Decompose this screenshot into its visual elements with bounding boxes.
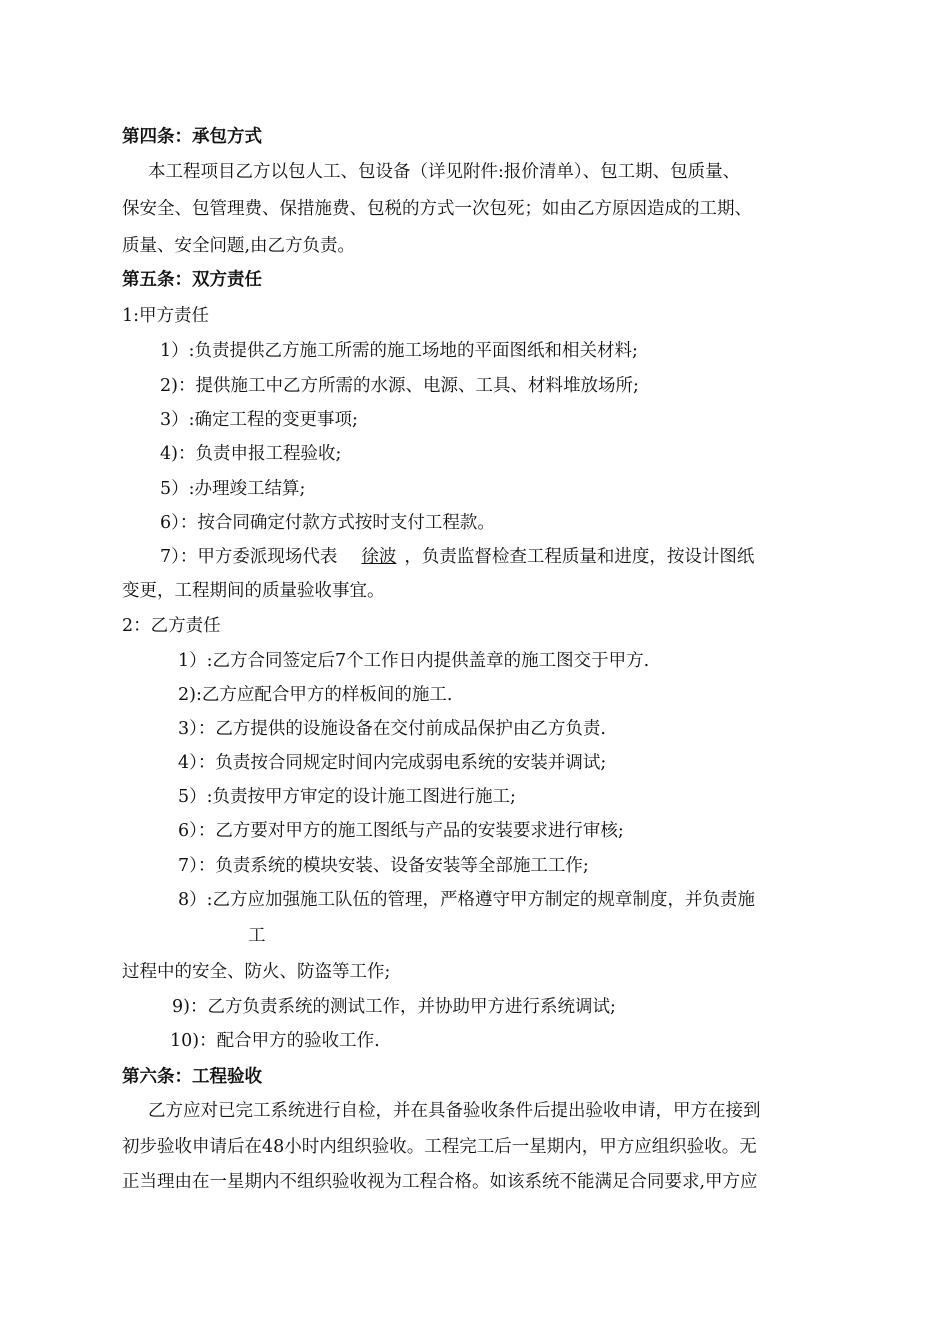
party-b-item-8-wrap: 工 — [248, 926, 266, 946]
party-b-item-1: 1）:乙方合同签定后7个工作日内提供盖章的施工图交于甲方. — [178, 651, 650, 671]
party-b-title: 2：乙方责任 — [122, 616, 221, 636]
party-a-item-7-continued: 变更，工程期间的质量验收事宜。 — [122, 581, 385, 601]
party-a-item-5: 5）:办理竣工结算; — [160, 479, 306, 499]
site-representative-name: 徐波 — [361, 547, 397, 567]
party-a-item-6: 6）：按合同确定付款方式按时支付工程款。 — [160, 513, 495, 533]
party-b-item-4: 4）：负责按合同规定时间内完成弱电系统的安装并调试; — [178, 753, 607, 773]
party-a-item-4: 4)：负责申报工程验收; — [160, 444, 342, 464]
party-b-item-5: 5）:负责按甲方审定的设计施工图进行施工; — [178, 787, 516, 807]
party-b-item-6: 6）：乙方要对甲方的施工图纸与产品的安装要求进行审核; — [178, 821, 624, 841]
section4-line-2: 保安全、包管理费、保措施费、包税的方式一次包死；如由乙方原因造成的工期、 — [122, 199, 752, 219]
party-b-item-8-continued: 过程中的安全、防火、防盗等工作; — [122, 962, 391, 982]
party-b-item-9: 9)：乙方负责系统的测试工作，并协助甲方进行系统调试; — [172, 997, 616, 1017]
party-a-item-2: 2)：提供施工中乙方所需的水源、电源、工具、材料堆放场所; — [160, 376, 639, 396]
party-a-title: 1:甲方责任 — [122, 306, 210, 326]
party-a-item-3: 3）:确定工程的变更事项; — [160, 410, 358, 430]
party-b-item-2: 2):乙方应配合甲方的样板间的施工. — [178, 685, 453, 705]
party-b-item-8: 8）:乙方应加强施工队伍的管理，严格遵守甲方制定的规章制度，并负责施 — [178, 890, 756, 910]
item7-suffix: ，负责监督检查工程质量和进度，按设计图纸 — [404, 547, 755, 567]
section6-line-3: 正当理由在一星期内不组织验收视为工程合格。如该系统不能满足合同要求,甲方应 — [122, 1172, 758, 1192]
section6-heading: 第六条：工程验收 — [122, 1067, 262, 1087]
section6-line-1: 乙方应对已完工系统进行自检，并在具备验收条件后提出验收申请，甲方在接到 — [148, 1101, 761, 1121]
section5-heading: 第五条：双方责任 — [122, 270, 262, 290]
section4-line-1: 本工程项目乙方以包人工、包设备（详见附件:报价清单）、包工期、包质量、 — [148, 162, 741, 182]
section6-line-2: 初步验收申请后在48小时内组织验收。工程完工后一星期内，甲方应组织验收。无 — [122, 1137, 757, 1157]
section4-heading: 第四条：承包方式 — [122, 127, 262, 147]
item7-prefix: 7）：甲方委派现场代表 — [160, 547, 338, 567]
party-a-item-7 — [160, 546, 754, 568]
party-b-item-7: 7）：负责系统的模块安装、设备安装等全部施工工作; — [178, 856, 589, 876]
party-b-item-3: 3）：乙方提供的设施设备在交付前成品保护由乙方负责. — [178, 719, 606, 739]
party-b-item-10: 10)：配合甲方的验收工作. — [170, 1031, 380, 1051]
section4-line-3: 质量、安全问题,由乙方负责。 — [122, 236, 356, 256]
party-a-item-1: 1）:负责提供乙方施工所需的施工场地的平面图纸和相关材料; — [160, 341, 638, 361]
